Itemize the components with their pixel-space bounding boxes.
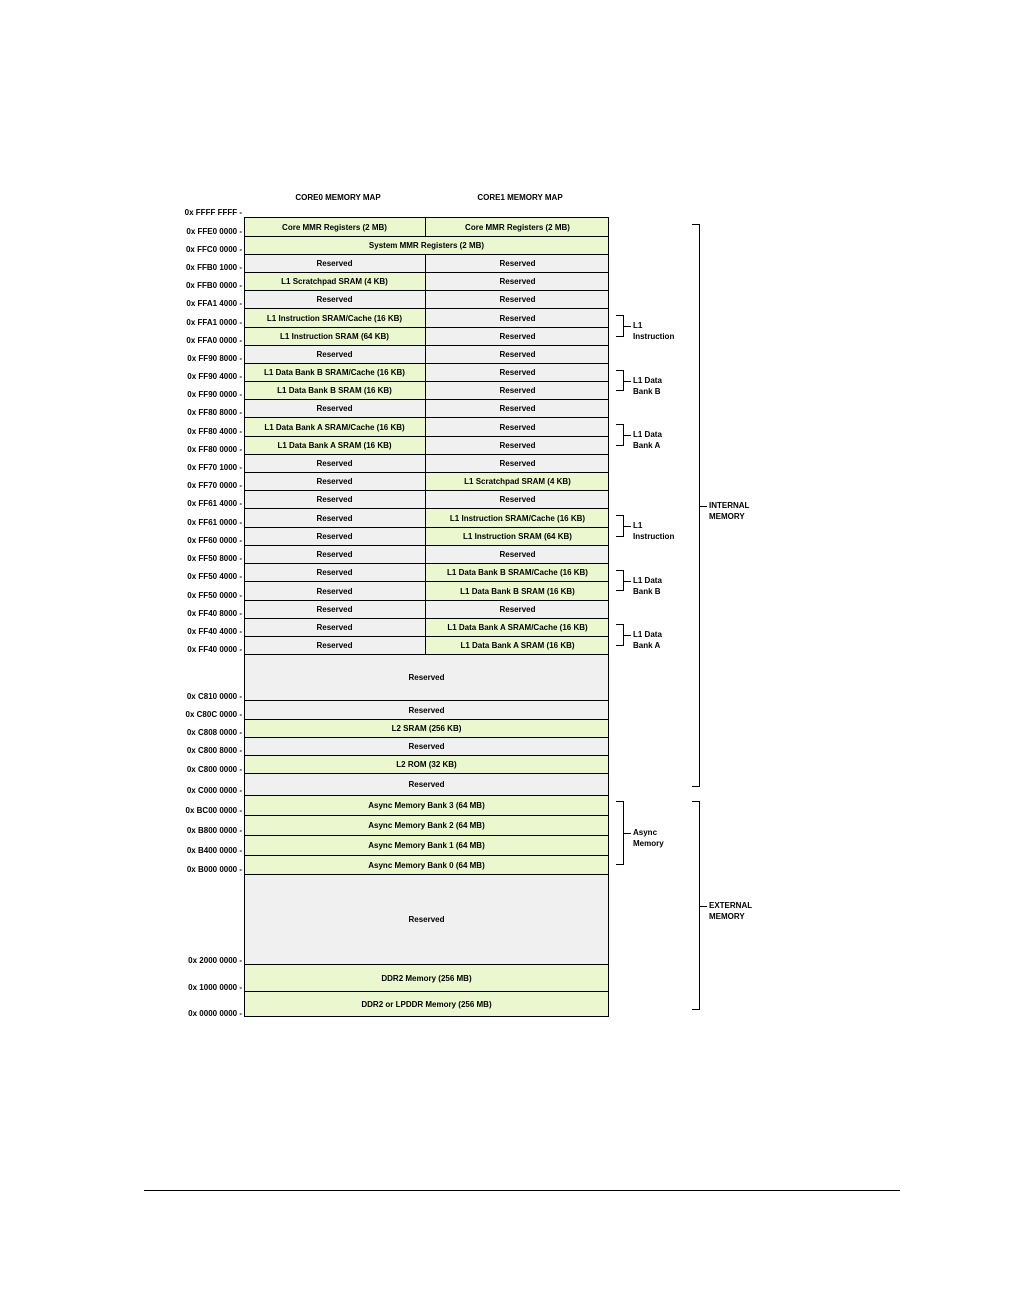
address-label: 0x FF70 1000 - bbox=[187, 463, 242, 472]
core1-header: CORE1 MEMORY MAP bbox=[477, 193, 563, 202]
bracket-tick bbox=[624, 326, 631, 327]
memory-region: DDR2 Memory (256 MB) bbox=[244, 964, 609, 991]
address-label: 0x B800 0000 - bbox=[186, 826, 242, 835]
bracket-tick bbox=[624, 581, 631, 582]
memory-region: Reserved bbox=[426, 454, 609, 472]
memory-region: L1 Data Bank A SRAM/Cache (16 KB) bbox=[426, 618, 609, 636]
bracket-label: L1 Data Bank B bbox=[633, 576, 662, 596]
memory-region: Reserved bbox=[426, 345, 609, 363]
memory-region: Async Memory Bank 1 (64 MB) bbox=[244, 835, 609, 855]
bracket-label: L1 Instruction bbox=[633, 321, 675, 341]
address-label: 0x FF40 0000 - bbox=[187, 645, 242, 654]
memory-region: Reserved bbox=[426, 545, 609, 563]
memory-region: L1 Data Bank B SRAM/Cache (16 KB) bbox=[244, 363, 426, 381]
bracket-label: L1 Data Bank A bbox=[633, 630, 662, 650]
memory-region: Async Memory Bank 2 (64 MB) bbox=[244, 815, 609, 835]
address-label: 0x FFFF FFFF - bbox=[184, 208, 242, 217]
bracket-tick bbox=[700, 906, 707, 907]
address-label: 0x FF80 4000 - bbox=[187, 427, 242, 436]
address-label: 0x B400 0000 - bbox=[186, 846, 242, 855]
bracket-tick bbox=[624, 526, 631, 527]
memory-region: L1 Instruction SRAM (64 KB) bbox=[244, 327, 426, 345]
memory-region: Reserved bbox=[244, 636, 426, 654]
address-label: 0x FFC0 0000 - bbox=[185, 245, 242, 254]
address-label: 0x FF50 0000 - bbox=[187, 591, 242, 600]
bracket-tick bbox=[624, 833, 631, 834]
address-label: 0x FF61 4000 - bbox=[187, 499, 242, 508]
footer-rule bbox=[144, 1190, 900, 1191]
memory-region: Reserved bbox=[426, 600, 609, 618]
memory-region: L1 Data Bank B SRAM/Cache (16 KB) bbox=[426, 563, 609, 581]
memory-region: Reserved bbox=[426, 381, 609, 399]
memory-region: DDR2 or LPDDR Memory (256 MB) bbox=[244, 991, 609, 1017]
address-label: 0x FF70 0000 - bbox=[187, 481, 242, 490]
memory-region: Reserved bbox=[244, 545, 426, 563]
memory-region: L1 Instruction SRAM/Cache (16 KB) bbox=[244, 308, 426, 327]
memory-region: L1 Instruction SRAM/Cache (16 KB) bbox=[426, 508, 609, 527]
address-label: 0x FFE0 0000 - bbox=[186, 227, 242, 236]
memory-region: Reserved bbox=[244, 399, 426, 417]
memory-region: Reserved bbox=[426, 327, 609, 345]
memory-region: Reserved bbox=[244, 563, 426, 581]
memory-region: System MMR Registers (2 MB) bbox=[244, 236, 609, 254]
address-label: 0x FF50 4000 - bbox=[187, 572, 242, 581]
address-label: 0x C80C 0000 - bbox=[185, 710, 242, 719]
bracket-label: Async Memory bbox=[633, 828, 664, 848]
memory-region: L2 SRAM (256 KB) bbox=[244, 719, 609, 737]
memory-region: Reserved bbox=[244, 490, 426, 508]
memory-region: Reserved bbox=[244, 654, 609, 700]
memory-region: Reserved bbox=[426, 254, 609, 272]
address-label: 0x FF40 8000 - bbox=[187, 609, 242, 618]
memory-region: L1 Data Bank A SRAM (16 KB) bbox=[244, 436, 426, 454]
address-label: 0x FFB0 0000 - bbox=[185, 281, 242, 290]
address-label: 0x FF61 0000 - bbox=[187, 518, 242, 527]
bracket bbox=[616, 515, 624, 537]
address-label: 0x B000 0000 - bbox=[186, 865, 242, 874]
address-label: 0x FFB0 1000 - bbox=[185, 263, 242, 272]
memory-region: L1 Data Bank B SRAM (16 KB) bbox=[426, 581, 609, 600]
address-label: 0x 0000 0000 - bbox=[188, 1009, 242, 1018]
memory-region: Reserved bbox=[244, 874, 609, 964]
address-label: 0x C800 0000 - bbox=[186, 765, 242, 774]
address-label: 0x C808 0000 - bbox=[186, 728, 242, 737]
address-label: 0x FF90 8000 - bbox=[187, 354, 242, 363]
bracket bbox=[616, 801, 624, 865]
memory-region: Async Memory Bank 0 (64 MB) bbox=[244, 855, 609, 874]
address-label: 0x FF90 0000 - bbox=[187, 390, 242, 399]
memory-region: Async Memory Bank 3 (64 MB) bbox=[244, 795, 609, 815]
memory-region: Reserved bbox=[244, 454, 426, 472]
memory-region: Reserved bbox=[426, 272, 609, 290]
memory-region: L2 ROM (32 KB) bbox=[244, 755, 609, 773]
memory-region: Reserved bbox=[244, 581, 426, 600]
memory-region: L1 Scratchpad SRAM (4 KB) bbox=[244, 272, 426, 290]
memory-region: Reserved bbox=[426, 290, 609, 308]
bracket-label: EXTERNAL MEMORY bbox=[709, 901, 753, 921]
bracket bbox=[616, 570, 624, 591]
memory-region: L1 Data Bank A SRAM/Cache (16 KB) bbox=[244, 417, 426, 436]
memory-region: Reserved bbox=[426, 308, 609, 327]
bracket bbox=[616, 315, 624, 337]
bracket-label: L1 Instruction bbox=[633, 521, 675, 541]
bracket bbox=[616, 624, 624, 646]
memory-region: Reserved bbox=[244, 737, 609, 755]
memory-region: Reserved bbox=[244, 618, 426, 636]
bracket-label: L1 Data Bank B bbox=[633, 376, 662, 396]
address-label: 0x FF40 4000 - bbox=[187, 627, 242, 636]
memory-region: L1 Data Bank A SRAM (16 KB) bbox=[426, 636, 609, 654]
bracket-tick bbox=[700, 506, 707, 507]
bracket bbox=[692, 224, 700, 787]
bracket bbox=[692, 801, 700, 1010]
address-label: 0x C800 8000 - bbox=[186, 746, 242, 755]
bracket-label: L1 Data Bank A bbox=[633, 430, 662, 450]
bracket-label: INTERNAL MEMORY bbox=[709, 501, 750, 521]
memory-region: L1 Data Bank B SRAM (16 KB) bbox=[244, 381, 426, 399]
memory-region: Reserved bbox=[426, 436, 609, 454]
memory-region: Core MMR Registers (2 MB) bbox=[426, 217, 609, 236]
address-label: 0x 2000 0000 - bbox=[188, 956, 242, 965]
memory-region: Reserved bbox=[244, 600, 426, 618]
address-label: 0x C000 0000 - bbox=[186, 786, 242, 795]
memory-region: Reserved bbox=[244, 527, 426, 545]
address-label: 0x BC00 0000 - bbox=[185, 806, 242, 815]
memory-region: Reserved bbox=[244, 254, 426, 272]
address-label: 0x FF50 8000 - bbox=[187, 554, 242, 563]
address-label: 0x FF90 4000 - bbox=[187, 372, 242, 381]
memory-region: Reserved bbox=[426, 490, 609, 508]
address-label: 0x 1000 0000 - bbox=[188, 983, 242, 992]
memory-region: Reserved bbox=[244, 508, 426, 527]
memory-region: Reserved bbox=[426, 399, 609, 417]
core0-header: CORE0 MEMORY MAP bbox=[295, 193, 381, 202]
address-label: 0x FF80 0000 - bbox=[187, 445, 242, 454]
memory-region: Reserved bbox=[426, 417, 609, 436]
bracket bbox=[616, 424, 624, 446]
address-label: 0x FFA1 0000 - bbox=[186, 318, 242, 327]
memory-region: Reserved bbox=[244, 345, 426, 363]
memory-region: Reserved bbox=[244, 290, 426, 308]
address-label: 0x C810 0000 - bbox=[186, 692, 242, 701]
memory-region: Core MMR Registers (2 MB) bbox=[244, 217, 426, 236]
bracket-tick bbox=[624, 435, 631, 436]
memory-region: Reserved bbox=[244, 773, 609, 795]
bracket-tick bbox=[624, 635, 631, 636]
address-label: 0x FFA0 0000 - bbox=[186, 336, 242, 345]
memory-region: L1 Instruction SRAM (64 KB) bbox=[426, 527, 609, 545]
memory-region: Reserved bbox=[426, 363, 609, 381]
memory-region: Reserved bbox=[244, 700, 609, 719]
memory-region: L1 Scratchpad SRAM (4 KB) bbox=[426, 472, 609, 490]
bracket-tick bbox=[624, 381, 631, 382]
address-label: 0x FF60 0000 - bbox=[187, 536, 242, 545]
address-label: 0x FF80 8000 - bbox=[187, 408, 242, 417]
bracket bbox=[616, 370, 624, 391]
memory-region: Reserved bbox=[244, 472, 426, 490]
address-label: 0x FFA1 4000 - bbox=[186, 299, 242, 308]
